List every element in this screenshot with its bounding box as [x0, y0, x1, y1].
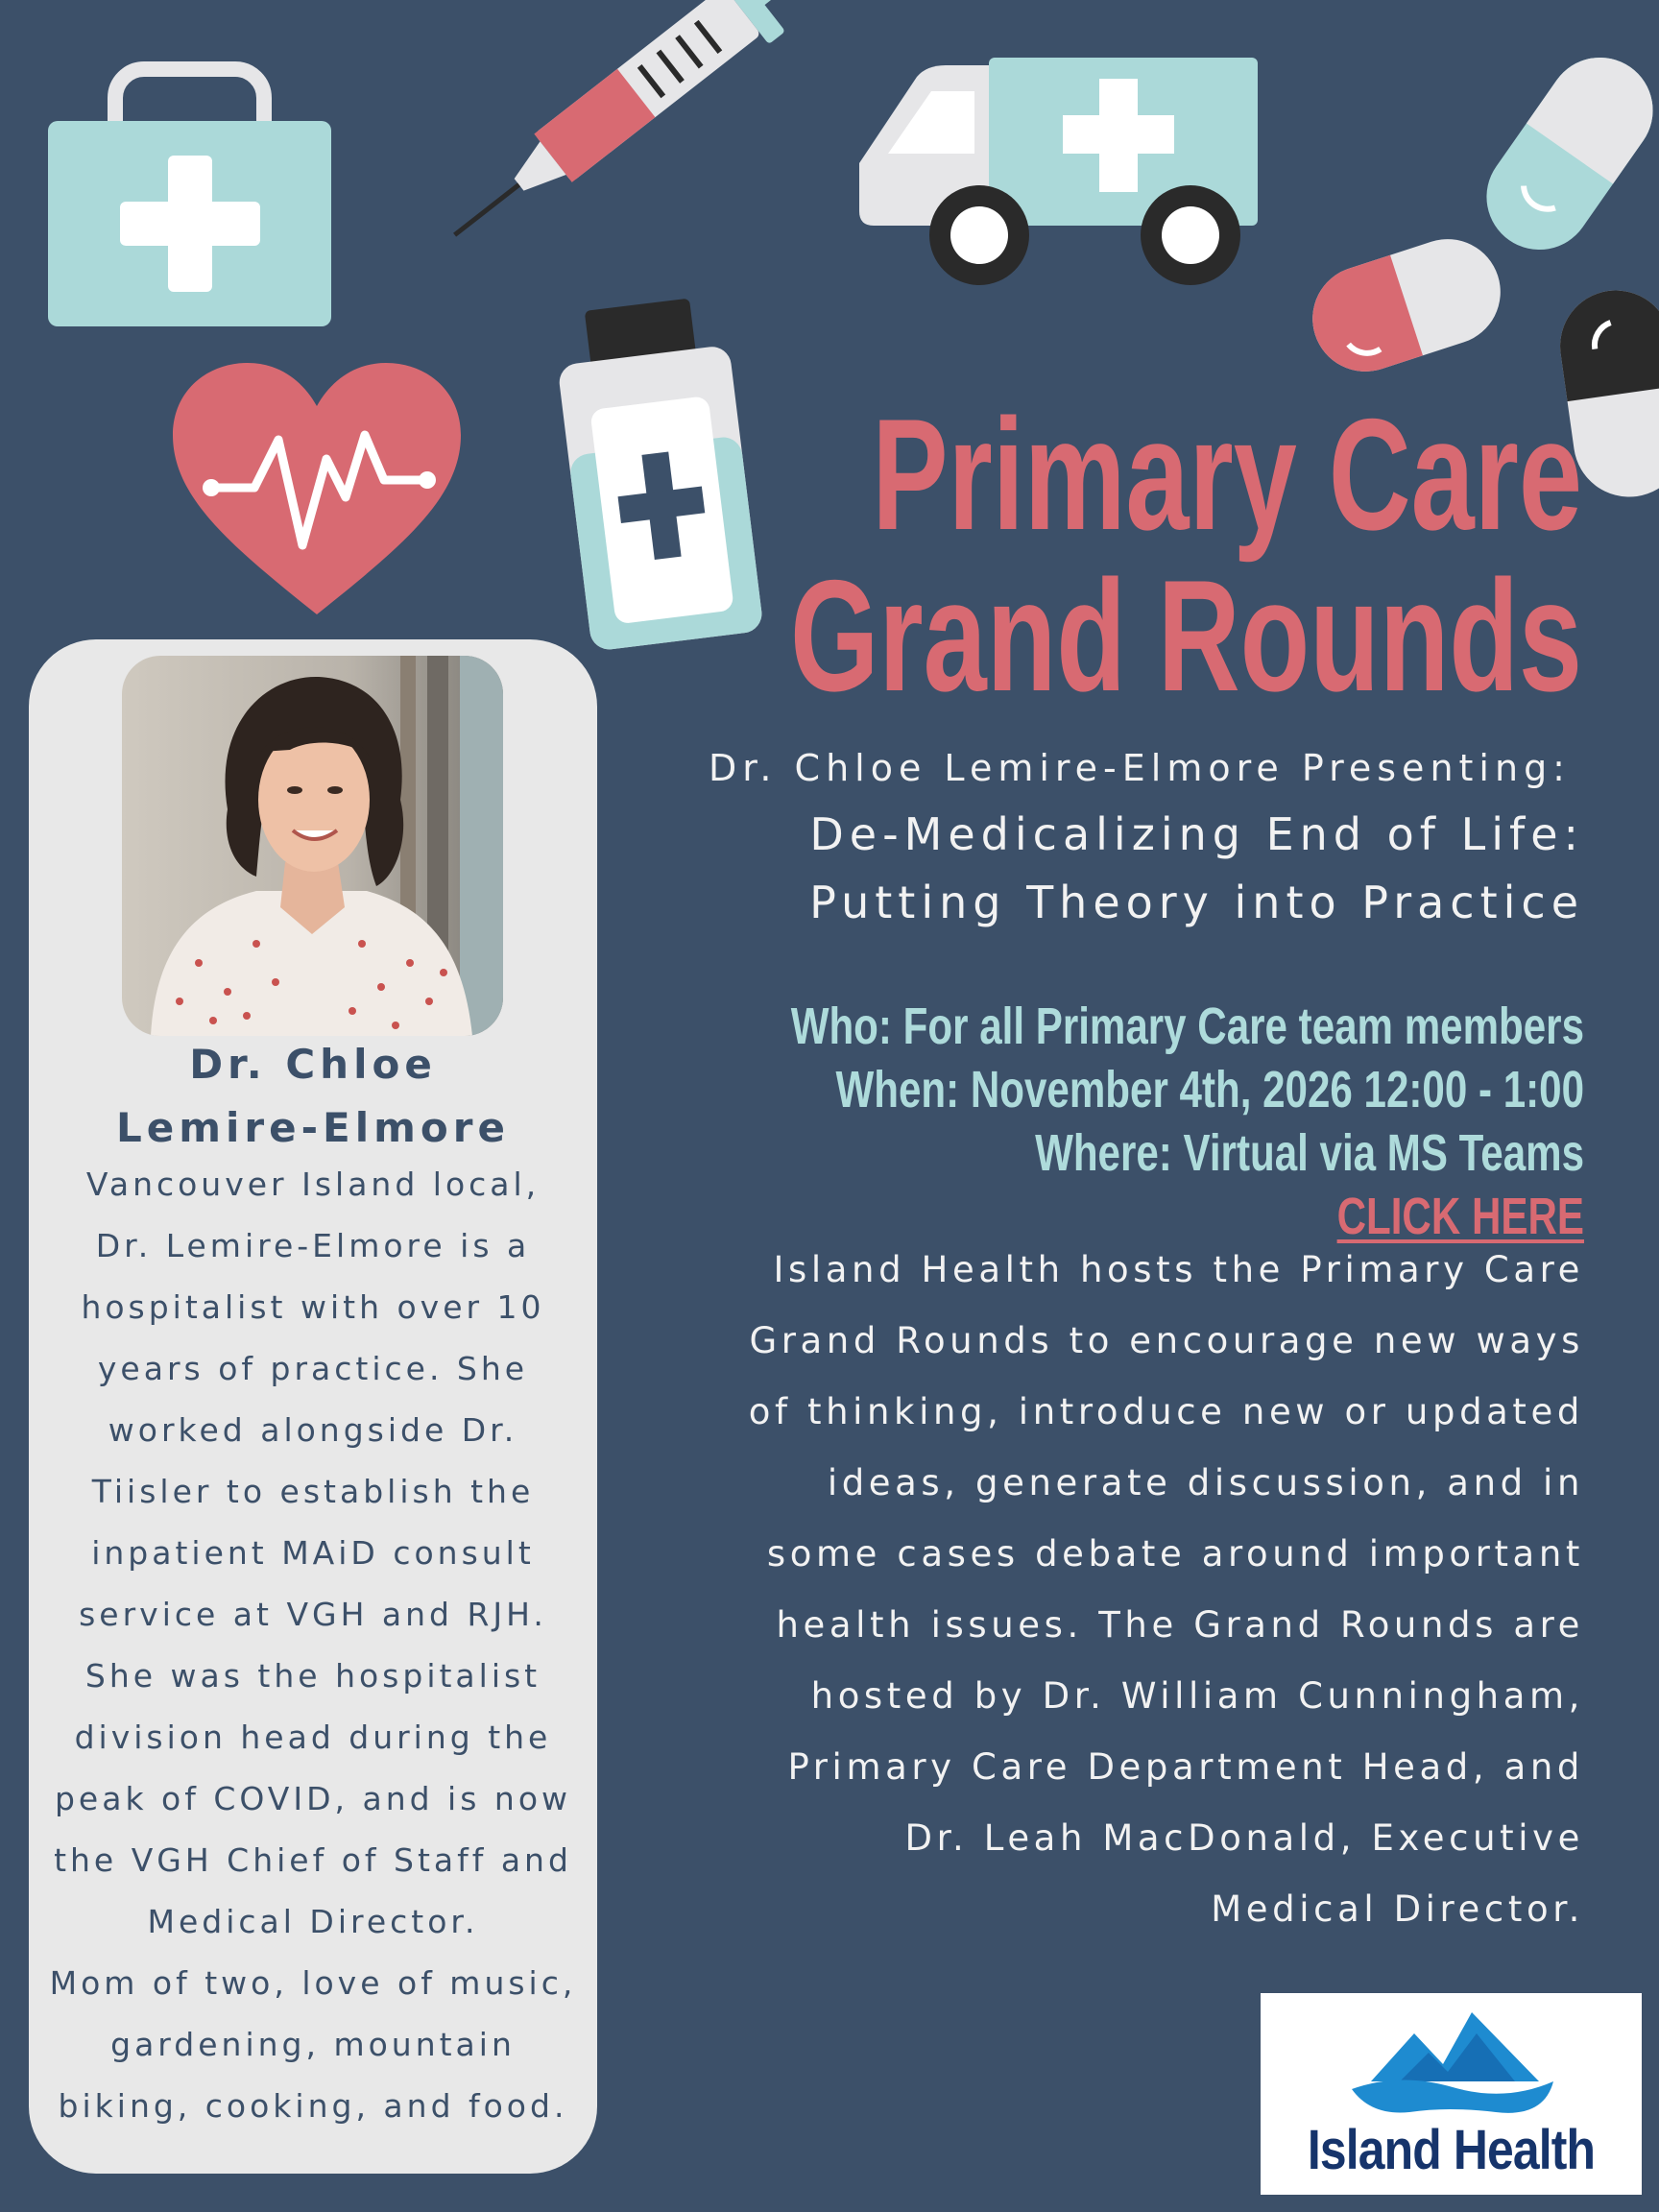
first-aid-kit-icon: [48, 60, 331, 326]
event-where: Where: Virtual via MS Teams: [1035, 1124, 1584, 1182]
speaker-name: [29, 1033, 597, 1160]
bio-line: gardening, mountain: [110, 2026, 516, 2063]
about-line: Medical Director.: [1211, 1888, 1584, 1930]
presenter-heading: Dr. Chloe Lemire-Elmore Presenting:: [709, 747, 1571, 789]
title-line-2: Grand Rounds: [790, 547, 1582, 724]
about-line: ideas, generate discussion, and in: [827, 1462, 1584, 1503]
bio-line: service at VGH and RJH.: [79, 1596, 547, 1633]
about-line: health issues. The Grand Rounds are: [776, 1604, 1584, 1646]
bio-line: Medical Director.: [147, 1903, 479, 1940]
mountain-wave-icon: [1352, 2005, 1553, 2120]
bio-line: She was the hospitalist: [84, 1657, 541, 1695]
talk-title: [528, 801, 1584, 937]
bio-line: Vancouver Island local,: [85, 1166, 541, 1203]
bio-line: peak of COVID, and is now: [54, 1780, 572, 1817]
about-line: hosted by Dr. William Cunningham,: [810, 1675, 1584, 1717]
ambulance-icon: [859, 58, 1262, 288]
about-line: of thinking, introduce new or updated: [748, 1391, 1584, 1432]
speaker-name-line-2: Lemire-Elmore: [116, 1104, 510, 1151]
bio-line: division head during the: [74, 1719, 552, 1756]
about-line: Primary Care Department Head, and: [787, 1746, 1584, 1788]
bio-line: biking, cooking, and food.: [58, 2087, 568, 2125]
event-who: Who: For all Primary Care team members: [790, 998, 1584, 1055]
pill-icon: [1306, 238, 1507, 373]
speaker-photo: [122, 656, 503, 1036]
syringe-icon: [461, 0, 826, 288]
about-paragraph: [624, 1235, 1584, 1945]
click-here-link[interactable]: CLICK HERE: [1336, 1188, 1584, 1245]
bio-line: the VGH Chief of Staff and: [54, 1841, 572, 1879]
about-line: Grand Rounds to encourage new ways: [749, 1320, 1584, 1361]
bio-line: Tiisler to establish the: [91, 1473, 535, 1510]
page-title: [753, 386, 1582, 724]
bio-line: years of practice. She: [97, 1350, 529, 1387]
bio-line: Mom of two, love of music,: [49, 1964, 577, 2002]
speaker-name-line-1: Dr. Chloe: [189, 1041, 437, 1088]
talk-title-line-2: Putting Theory into Practice: [809, 877, 1584, 928]
bio-line: Dr. Lemire-Elmore is a: [95, 1227, 531, 1264]
logo-text: Island Health: [1307, 2119, 1596, 2181]
title-line-1: Primary Care: [872, 386, 1582, 563]
event-details: [536, 995, 1584, 1248]
bio-line: inpatient MAiD consult: [91, 1534, 535, 1572]
heart-pulse-icon: [173, 363, 461, 614]
about-line: Dr. Leah MacDonald, Executive: [904, 1817, 1584, 1859]
talk-title-line-1: De-Medicalizing End of Life:: [809, 808, 1584, 860]
about-line: some cases debate around important: [766, 1533, 1584, 1575]
bio-line: worked alongside Dr.: [108, 1411, 518, 1449]
medicine-bottle-icon: [542, 300, 773, 650]
pill-icon: [1493, 53, 1647, 254]
about-line: Island Health hosts the Primary Care: [773, 1249, 1584, 1290]
island-health-logo: [1261, 1993, 1642, 2195]
event-when: When: November 4th, 2026 12:00 - 1:00: [835, 1061, 1584, 1118]
speaker-bio: [29, 1154, 597, 2137]
bio-line: hospitalist with over 10: [81, 1288, 545, 1326]
